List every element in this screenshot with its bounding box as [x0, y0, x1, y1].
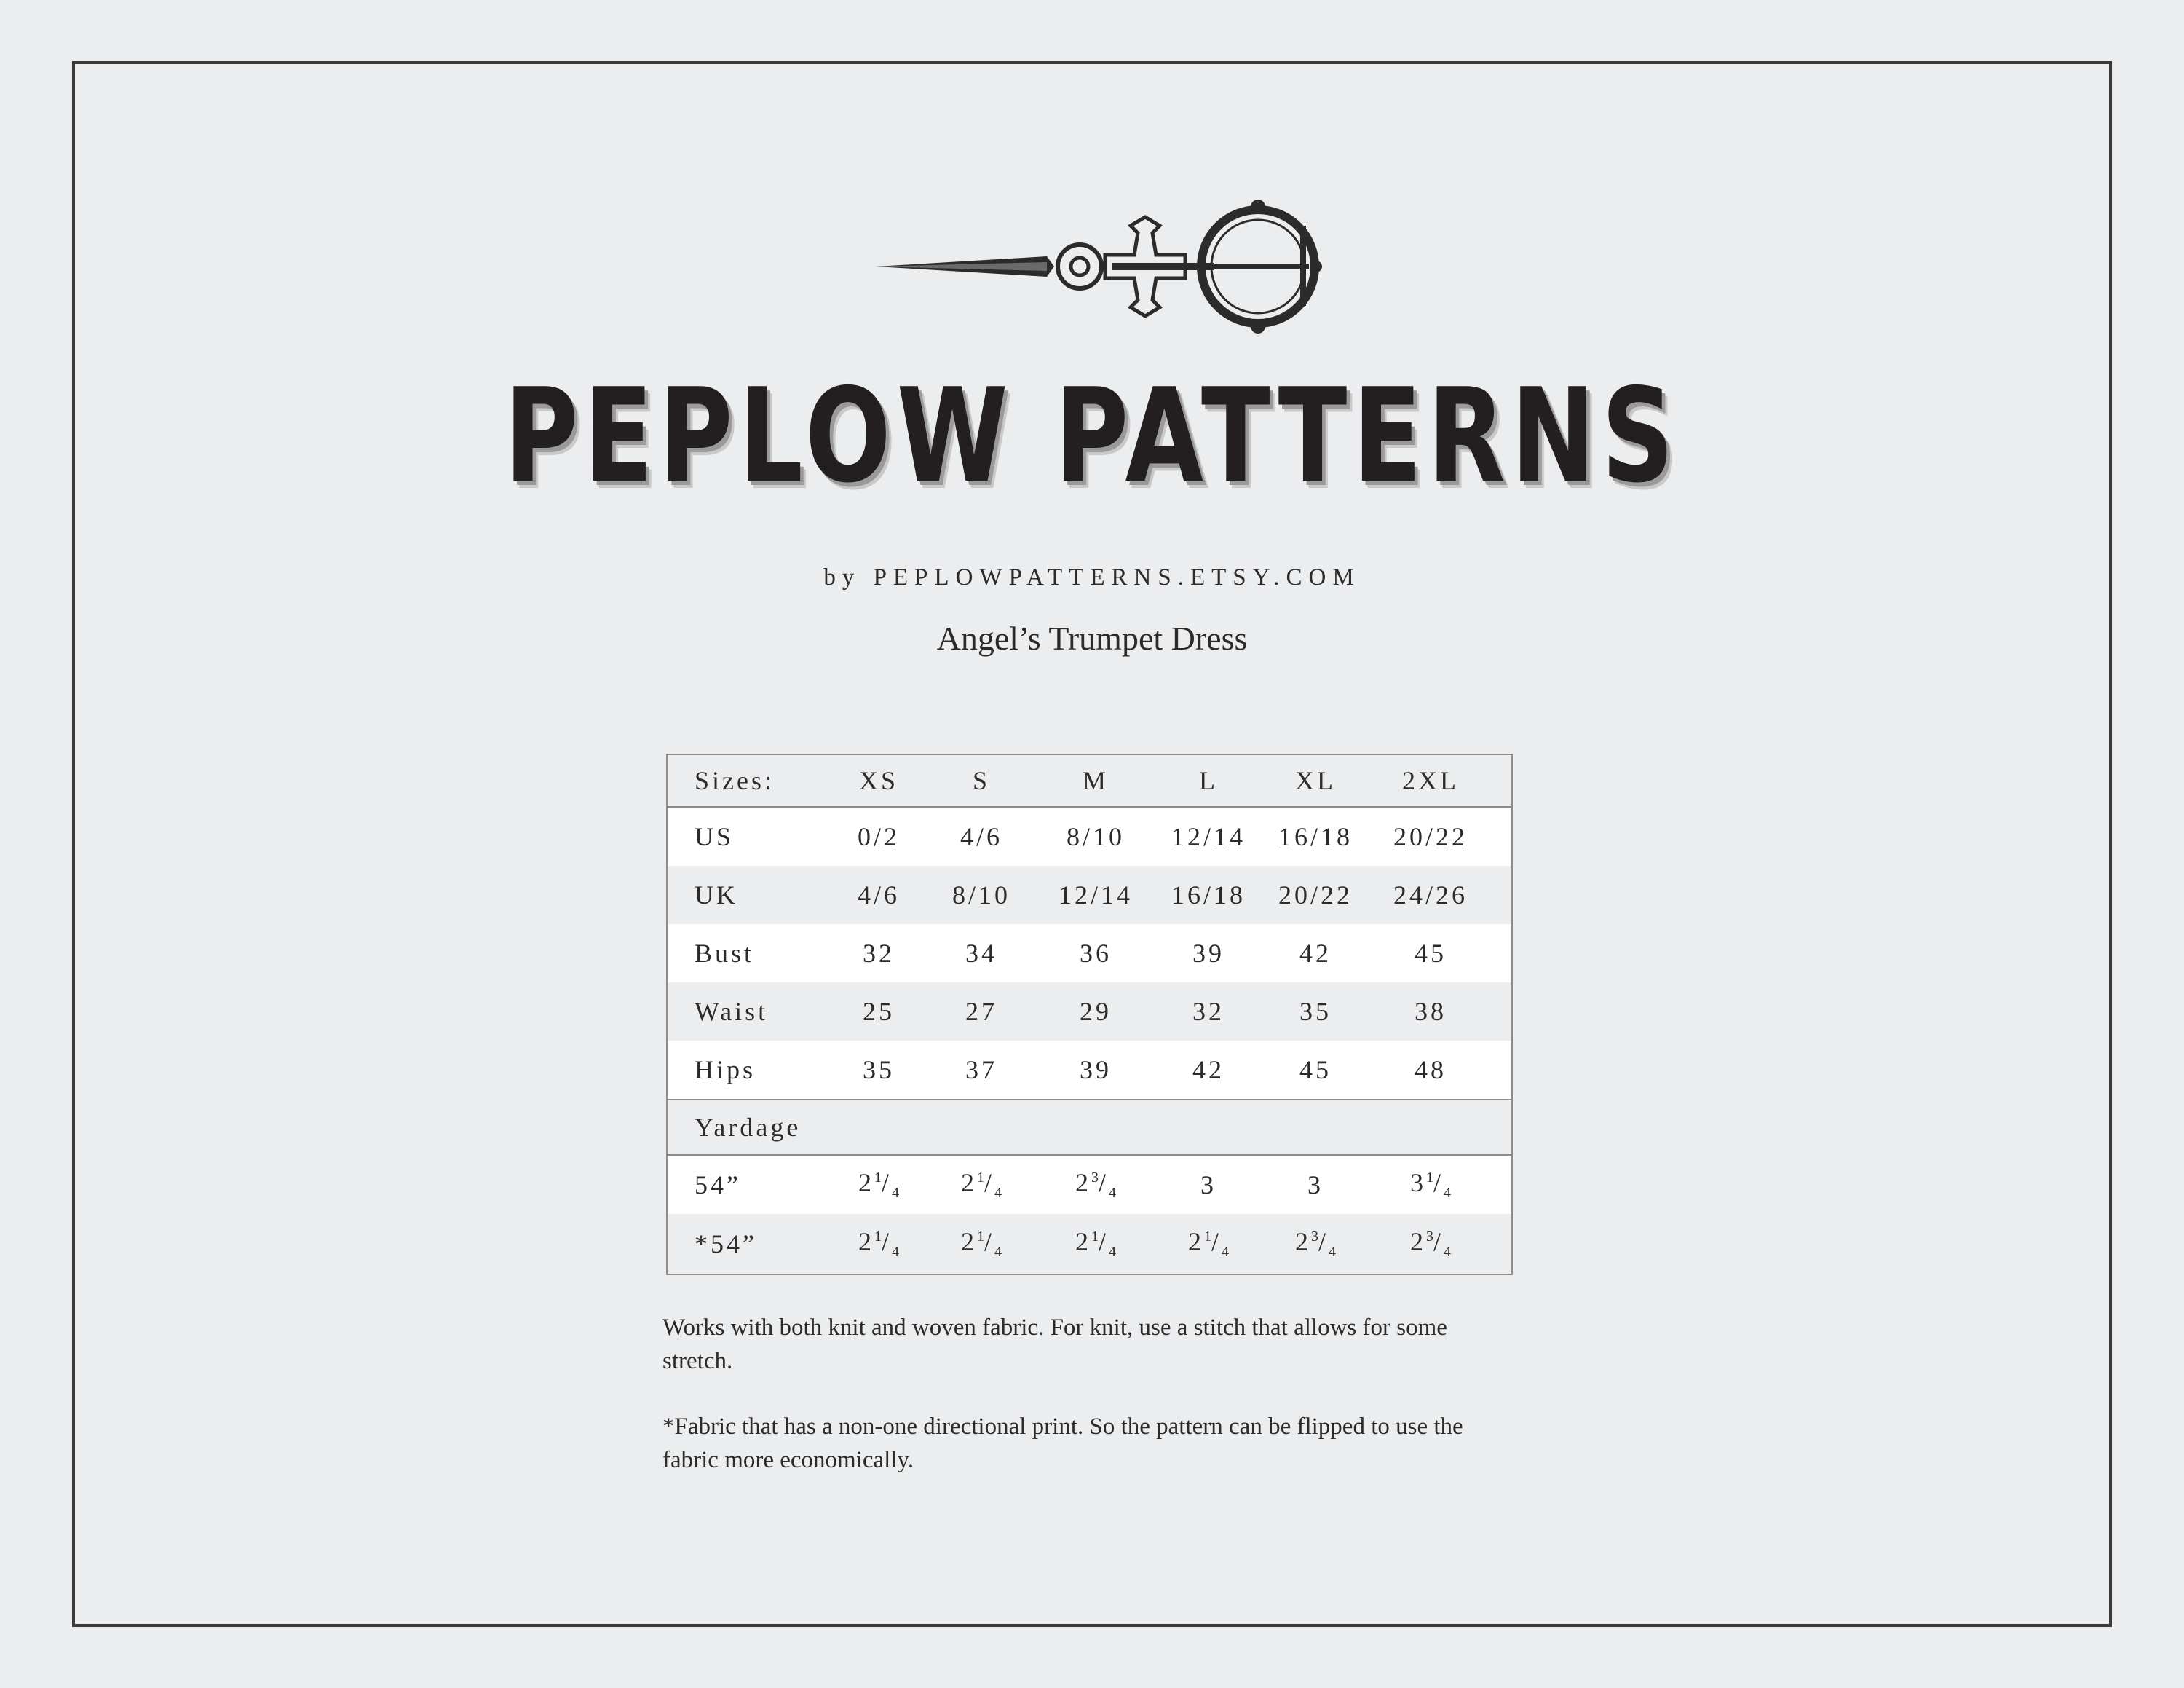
fraction-cell: $2^1/_4$	[858, 1227, 899, 1261]
fraction-cell: $2^3/_4$	[1294, 1227, 1336, 1261]
brand-byline: by PEPLOWPATTERNS.ETSY.COM	[823, 564, 1361, 591]
table-cell: 24/26	[1393, 880, 1468, 910]
fabric-note: Works with both knit and woven fabric. For knit, use a stitch that allows for some stretch.	[662, 1314, 1447, 1374]
size-header: L	[1199, 766, 1218, 795]
size-header: S	[972, 766, 991, 795]
fraction-cell: $3^1/_4$	[1409, 1168, 1451, 1202]
table-row-yardage-54-directional	[668, 1214, 1511, 1274]
fraction-cell: $2^3/_4$	[1075, 1168, 1116, 1202]
table-cell: 29	[1080, 997, 1112, 1026]
table-cell: 16/18	[1171, 880, 1246, 910]
table-cell: 37	[965, 1055, 997, 1084]
table-row-hips	[668, 1041, 1511, 1099]
size-header: XS	[858, 766, 899, 795]
row-label: Hips	[695, 1055, 756, 1084]
table-cell: 3	[1307, 1170, 1324, 1199]
table-cell: 32	[1192, 997, 1224, 1026]
row-label: 54”	[695, 1170, 741, 1199]
table-cell: 32	[863, 939, 895, 968]
table-cell: 0/2	[857, 822, 900, 851]
table-row-bust	[668, 924, 1511, 982]
row-label: Waist	[695, 997, 769, 1026]
header-label: Sizes:	[695, 766, 775, 795]
fraction-cell: $2^1/_4$	[1187, 1227, 1229, 1261]
yardage-section-row	[668, 1099, 1511, 1156]
table-cell: 12/14	[1171, 822, 1246, 851]
size-header: XL	[1295, 766, 1336, 795]
brand-title: PEPLOW PATTERNS	[504, 360, 1680, 511]
table-cell: 39	[1080, 1055, 1112, 1084]
size-header: 2XL	[1402, 766, 1459, 795]
fraction-cell: $2^1/_4$	[960, 1227, 1002, 1261]
table-cell: 3	[1200, 1170, 1216, 1199]
table-cell: 42	[1299, 939, 1332, 968]
table-cell: 35	[1299, 997, 1332, 1026]
table-cell: 34	[965, 939, 997, 968]
table-cell: 16/18	[1278, 822, 1353, 851]
table-cell: 27	[965, 997, 997, 1026]
size-chart-table	[666, 754, 1513, 1275]
scissors-icon	[872, 197, 1324, 342]
table-row-waist	[668, 982, 1511, 1041]
table-cell: 45	[1415, 939, 1447, 968]
table-cell: 12/14	[1058, 880, 1133, 910]
table-cell: 45	[1299, 1055, 1332, 1084]
row-label: US	[695, 822, 735, 851]
table-cell: 8/10	[951, 880, 1010, 910]
pattern-name: Angel’s Trumpet Dress	[936, 620, 1248, 657]
table-row-yardage-54	[668, 1156, 1511, 1214]
row-label: *54”	[695, 1229, 757, 1258]
table-header-row	[668, 755, 1511, 808]
table-row-uk	[668, 866, 1511, 924]
table-row-us	[668, 808, 1511, 866]
fraction-cell: $2^1/_4$	[1075, 1227, 1116, 1261]
row-label: Bust	[695, 939, 755, 968]
table-cell: 48	[1415, 1055, 1447, 1084]
row-label: UK	[695, 880, 738, 910]
directional-print-note: *Fabric that has a non-one directional print. So the pattern can be flipped to use the fabric more economically.	[662, 1413, 1463, 1473]
table-cell: 8/10	[1066, 822, 1125, 851]
pattern-notes	[662, 1311, 1485, 1509]
table-cell: 39	[1192, 939, 1224, 968]
size-header: M	[1082, 766, 1109, 795]
table-cell: 4/6	[857, 880, 900, 910]
table-cell: 20/22	[1393, 822, 1468, 851]
table-cell: 36	[1080, 939, 1112, 968]
table-cell: 38	[1415, 997, 1447, 1026]
fraction-cell: $2^1/_4$	[858, 1168, 899, 1202]
table-cell: 20/22	[1278, 880, 1353, 910]
table-cell: 25	[863, 997, 895, 1026]
fraction-cell: $2^3/_4$	[1409, 1227, 1451, 1261]
table-cell: 35	[863, 1055, 895, 1084]
yardage-label: Yardage	[695, 1113, 802, 1142]
fraction-cell: $2^1/_4$	[960, 1168, 1002, 1202]
table-cell: 4/6	[960, 822, 1002, 851]
table-cell: 42	[1192, 1055, 1224, 1084]
